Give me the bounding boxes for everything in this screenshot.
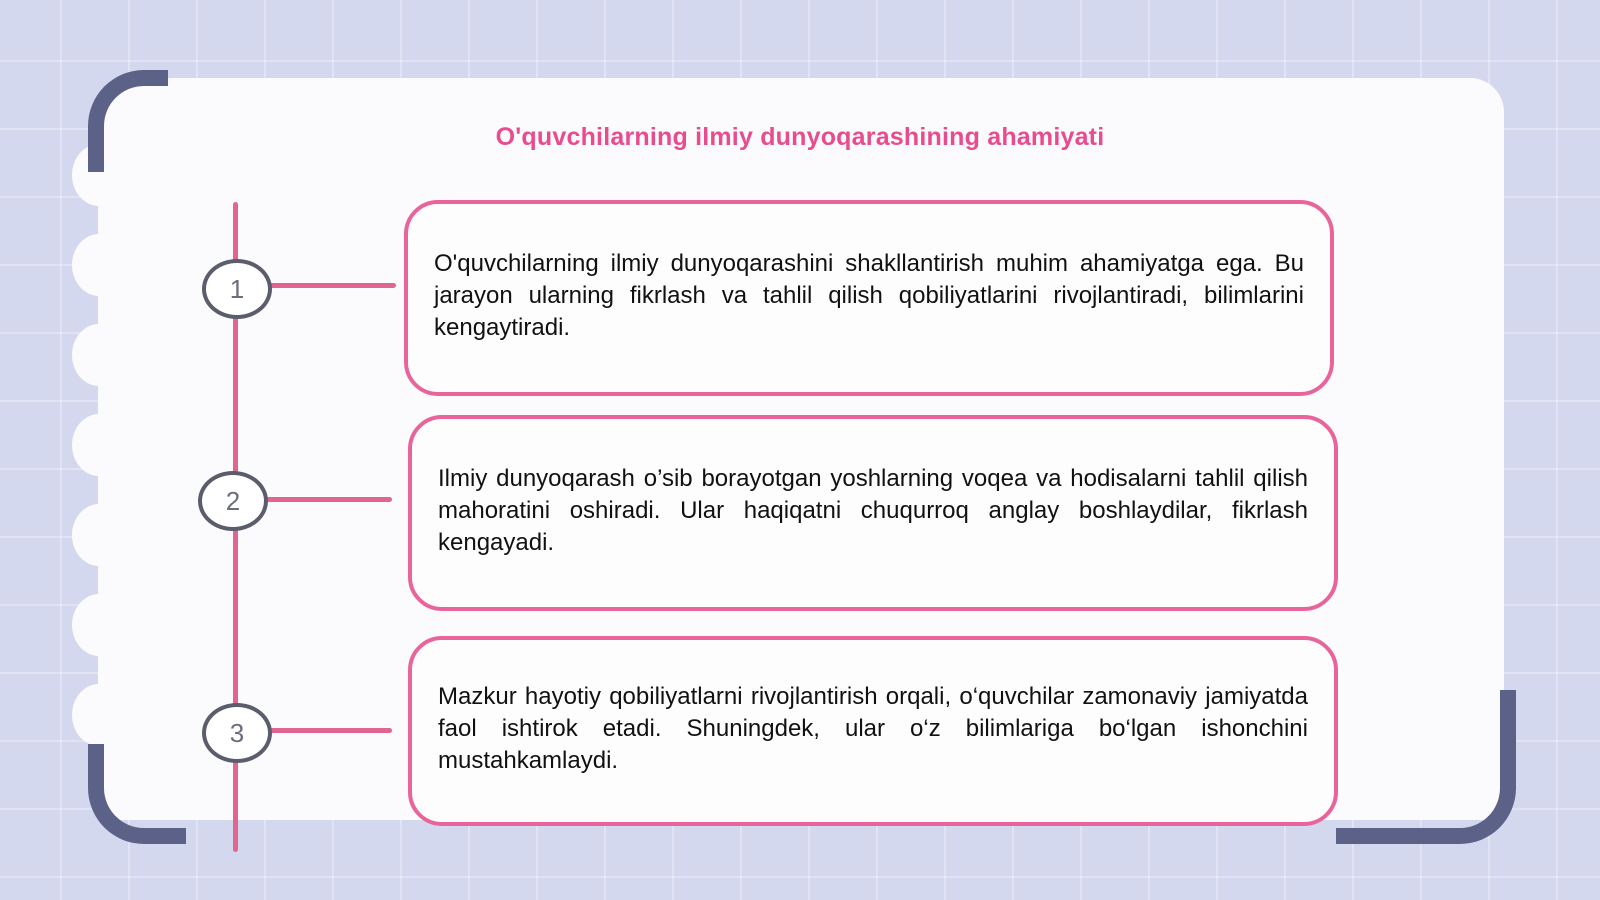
step-card-2 — [408, 415, 1338, 611]
step-number-1: 1 — [202, 259, 272, 319]
page-scallop — [72, 324, 126, 386]
timeline-connector-1 — [268, 283, 396, 288]
slide-title: O'quvchilarning ilmiy dunyoqarashining ahamiyati — [495, 123, 1105, 151]
page-scallop — [72, 414, 126, 476]
frame-corner-bottom-left — [88, 744, 186, 844]
step-text-3: Mazkur hayotiy qobiliyatlarni rivojlantirish orqali, o‘quvchilar zamonaviy jamiyatda faol ishtirok etadi. Shuningdek, ular o‘z bilimlariga bo‘lgan ishonchini mustahkamlaydi. — [438, 683, 1308, 774]
step-number-2: 2 — [198, 471, 268, 531]
step-number-3: 3 — [202, 703, 272, 763]
step-card-1 — [404, 200, 1334, 396]
frame-corner-bottom-right — [1336, 690, 1516, 844]
page-scallop — [72, 684, 126, 746]
timeline-connector-3 — [268, 728, 392, 733]
frame-corner-top-left — [88, 70, 168, 172]
step-card-3 — [408, 636, 1338, 826]
page-scallop — [72, 504, 126, 566]
page-scallop — [72, 594, 126, 656]
step-text-2: Ilmiy dunyoqarash o’sib borayotgan yoshlarning voqea va hodisalarni tahlil qilish mahoratini oshiradi. Ular haqiqatni chuqurroq anglay boshlaydilar, fikrlash kengayadi. — [438, 465, 1308, 556]
page-scallop — [72, 234, 126, 296]
step-text-1: O'quvchilarning ilmiy dunyoqarashini shakllantirish muhim ahamiyatga ega. Bu jarayon ularning fikrlash va tahlil qilish qobiliyatlarini rivojlantiradi, bilimlarini kengaytiradi. — [434, 250, 1304, 341]
timeline-connector-2 — [264, 497, 392, 502]
